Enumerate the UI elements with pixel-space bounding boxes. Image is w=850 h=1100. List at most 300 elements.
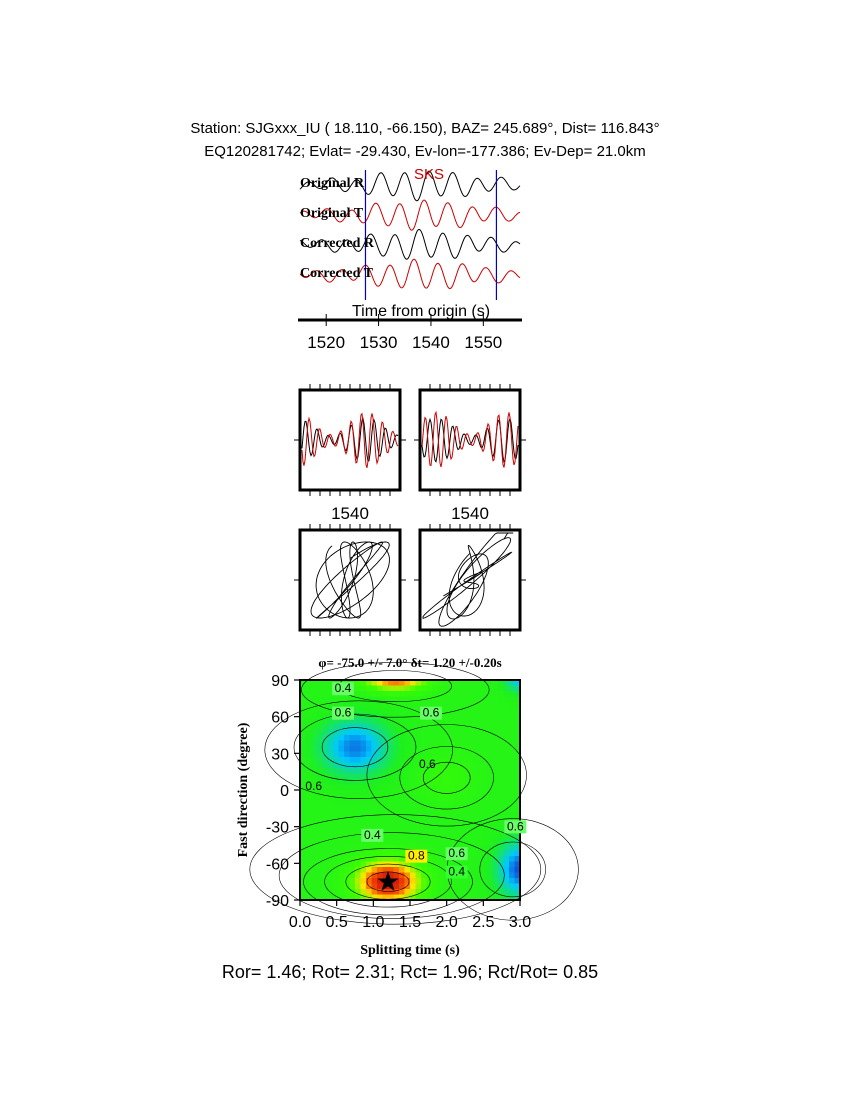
heatmap-cell xyxy=(372,801,378,807)
heatmap-cell xyxy=(443,807,449,813)
heatmap-cell xyxy=(493,796,499,802)
heatmap-cell xyxy=(487,702,493,708)
heatmap-cell xyxy=(322,724,328,730)
heatmap-cell xyxy=(421,735,427,741)
heatmap-cell xyxy=(311,851,317,857)
heatmap-cell xyxy=(311,752,317,758)
heatmap-cell xyxy=(410,779,416,785)
heatmap-cell xyxy=(350,818,356,824)
heatmap-cell xyxy=(443,686,449,692)
heatmap-cell xyxy=(454,801,460,807)
heatmap-cell xyxy=(443,834,449,840)
heatmap-cell xyxy=(476,807,482,813)
heatmap-cell xyxy=(311,834,317,840)
heatmap-cell xyxy=(410,746,416,752)
heatmap-cell xyxy=(509,796,515,802)
heatmap-cell xyxy=(372,735,378,741)
heatmap-cell xyxy=(410,774,416,780)
heatmap-cell xyxy=(504,724,510,730)
heatmap-cell xyxy=(438,774,444,780)
heatmap-cell xyxy=(394,851,400,857)
heatmap-cell xyxy=(399,757,405,763)
heatmap-cell xyxy=(317,796,323,802)
heatmap-cell xyxy=(333,818,339,824)
heatmap-cell xyxy=(416,834,422,840)
heatmap-cell xyxy=(465,735,471,741)
heatmap-cell xyxy=(449,840,455,846)
heatmap-cell xyxy=(377,851,383,857)
heatmap-cell xyxy=(405,785,411,791)
heatmap-cell xyxy=(383,889,389,895)
heatmap-cell xyxy=(405,779,411,785)
heatmap-cell xyxy=(344,829,350,835)
heatmap-cell xyxy=(339,746,345,752)
heatmap-cell xyxy=(487,801,493,807)
heatmap-cell xyxy=(509,752,515,758)
heatmap-cell xyxy=(482,686,488,692)
heatmap-cell xyxy=(465,741,471,747)
heatmap-cell xyxy=(476,741,482,747)
heatmap-cell xyxy=(377,796,383,802)
contour-label: 0.6 xyxy=(418,757,436,771)
heatmap-cell xyxy=(432,829,438,835)
heatmap-cell xyxy=(432,840,438,846)
heatmap-cell xyxy=(328,840,334,846)
heatmap-cell xyxy=(383,763,389,769)
heatmap-cell xyxy=(344,840,350,846)
heatmap-cell xyxy=(317,691,323,697)
heatmap-cell xyxy=(493,862,499,868)
heatmap-cell xyxy=(493,812,499,818)
heatmap-cell xyxy=(339,829,345,835)
heatmap-cell xyxy=(493,807,499,813)
heatmap-cell xyxy=(454,752,460,758)
heatmap-cell xyxy=(410,884,416,890)
heatmap-cell xyxy=(416,730,422,736)
heatmap-cell xyxy=(432,845,438,851)
heatmap-cell xyxy=(432,790,438,796)
heatmap-cell xyxy=(460,878,466,884)
heatmap-cell xyxy=(432,856,438,862)
heatmap-cell xyxy=(471,790,477,796)
heatmap-cell xyxy=(509,873,515,879)
heatmap-cell xyxy=(306,730,312,736)
heatmap-cell xyxy=(399,735,405,741)
heatmap-cell xyxy=(471,878,477,884)
heatmap-cell xyxy=(498,845,504,851)
heatmap-cell xyxy=(504,884,510,890)
heatmap-cell xyxy=(306,851,312,857)
heatmap-cell xyxy=(504,702,510,708)
heatmap-cell xyxy=(427,812,433,818)
heatmap-cell xyxy=(427,735,433,741)
heatmap-cell xyxy=(322,779,328,785)
heatmap-cell xyxy=(322,735,328,741)
heatmap-cell xyxy=(410,840,416,846)
heatmap-cell xyxy=(421,873,427,879)
heatmap-cell xyxy=(421,730,427,736)
heatmap-cell xyxy=(344,746,350,752)
heatmap-cell xyxy=(361,812,367,818)
heatmap-cell xyxy=(350,752,356,758)
heatmap-cell xyxy=(504,752,510,758)
heatmap-cell xyxy=(476,785,482,791)
heatmap-cell xyxy=(372,790,378,796)
heatmap-title: φ= -75.0 +/- 7.0° δt= 1.20 +/-0.20s xyxy=(318,655,502,670)
heatmap-y-tick-label: -60 xyxy=(265,856,289,874)
heatmap-cell xyxy=(421,790,427,796)
heatmap-cell xyxy=(487,713,493,719)
heatmap-cell xyxy=(394,889,400,895)
heatmap-cell xyxy=(498,856,504,862)
heatmap-cell xyxy=(405,768,411,774)
heatmap-cell xyxy=(366,790,372,796)
heatmap-cell xyxy=(454,741,460,747)
heatmap-cell xyxy=(383,719,389,725)
heatmap-cell xyxy=(344,834,350,840)
heatmap-cell xyxy=(476,878,482,884)
heatmap-y-tick-label: 90 xyxy=(271,673,289,690)
heatmap-cell xyxy=(449,763,455,769)
heatmap-cell xyxy=(311,708,317,714)
heatmap-cell xyxy=(460,686,466,692)
heatmap-xlabel: Splitting time (s) xyxy=(360,943,460,958)
heatmap-cell xyxy=(317,697,323,703)
heatmap-cell xyxy=(394,757,400,763)
heatmap-cell xyxy=(372,807,378,813)
grid-search-panel xyxy=(236,655,578,958)
heatmap-cell xyxy=(416,774,422,780)
heatmap-cell xyxy=(355,757,361,763)
heatmap-cell xyxy=(383,724,389,730)
heatmap-cell xyxy=(328,873,334,879)
heatmap-cell xyxy=(377,702,383,708)
heatmap-cell xyxy=(449,697,455,703)
heatmap-cell xyxy=(333,867,339,873)
heatmap-cell xyxy=(443,840,449,846)
heatmap-cell xyxy=(311,691,317,697)
heatmap-cell xyxy=(449,796,455,802)
heatmap-cell xyxy=(476,867,482,873)
heatmap-cell xyxy=(361,807,367,813)
heatmap-cell xyxy=(383,686,389,692)
heatmap-cell xyxy=(383,779,389,785)
heatmap-cell xyxy=(333,697,339,703)
heatmap-cell xyxy=(388,829,394,835)
heatmap-cell xyxy=(311,697,317,703)
heatmap-cell xyxy=(482,862,488,868)
heatmap-cell xyxy=(333,834,339,840)
heatmap-cell xyxy=(399,796,405,802)
heatmap-cell xyxy=(394,730,400,736)
heatmap-cell xyxy=(416,878,422,884)
heatmap-cell xyxy=(482,713,488,719)
heatmap-cell xyxy=(476,829,482,835)
heatmap-cell xyxy=(399,829,405,835)
heatmap-cell xyxy=(311,686,317,692)
heatmap-cell xyxy=(355,801,361,807)
heatmap-cell xyxy=(317,724,323,730)
heatmap-cell xyxy=(355,845,361,851)
heatmap-cell xyxy=(482,878,488,884)
heatmap-cell xyxy=(350,829,356,835)
heatmap-cell xyxy=(394,708,400,714)
heatmap-cell xyxy=(471,763,477,769)
heatmap-cell xyxy=(306,834,312,840)
heatmap-cell xyxy=(504,697,510,703)
heatmap-cell xyxy=(322,873,328,879)
heatmap-cell xyxy=(405,724,411,730)
heatmap-cell xyxy=(311,884,317,890)
heatmap-cell xyxy=(306,713,312,719)
heatmap-cell xyxy=(405,796,411,802)
heatmap-cell xyxy=(322,829,328,835)
heatmap-cell xyxy=(333,812,339,818)
heatmap-cell xyxy=(487,746,493,752)
heatmap-cell xyxy=(471,752,477,758)
contour-label: 0.6 xyxy=(506,819,524,834)
heatmap-cell xyxy=(504,719,510,725)
heatmap-cell xyxy=(504,851,510,857)
heatmap-cell xyxy=(388,889,394,895)
heatmap-cell xyxy=(311,856,317,862)
heatmap-cell xyxy=(460,691,466,697)
heatmap-cell xyxy=(410,691,416,697)
heatmap-cell xyxy=(504,708,510,714)
heatmap-cell xyxy=(487,834,493,840)
heatmap-cell xyxy=(306,812,312,818)
heatmap-cell xyxy=(410,807,416,813)
heatmap-cell xyxy=(372,702,378,708)
heatmap-cell xyxy=(388,851,394,857)
heatmap-cell xyxy=(339,889,345,895)
heatmap-cell xyxy=(509,768,515,774)
heatmap-cell xyxy=(322,768,328,774)
heatmap-cell xyxy=(471,774,477,780)
heatmap-cell xyxy=(438,768,444,774)
heatmap-cell xyxy=(377,768,383,774)
heatmap-cell xyxy=(322,834,328,840)
heatmap-cell xyxy=(366,746,372,752)
heatmap-cell xyxy=(438,752,444,758)
heatmap-cell xyxy=(504,763,510,769)
heatmap-cell xyxy=(372,724,378,730)
heatmap-cell xyxy=(410,878,416,884)
heatmap-cell xyxy=(366,818,372,824)
heatmap-cell xyxy=(311,741,317,747)
heatmap-cell xyxy=(388,713,394,719)
heatmap-cell xyxy=(454,719,460,725)
heatmap-cell xyxy=(344,801,350,807)
heatmap-cell xyxy=(476,884,482,890)
heatmap-cell xyxy=(482,774,488,780)
heatmap-cell xyxy=(454,785,460,791)
heatmap-cell xyxy=(498,741,504,747)
heatmap-cell xyxy=(394,768,400,774)
heatmap-cell xyxy=(377,713,383,719)
heatmap-cell xyxy=(377,807,383,813)
heatmap-cell xyxy=(350,774,356,780)
heatmap-cell xyxy=(449,735,455,741)
heatmap-cell xyxy=(377,867,383,873)
heatmap-cell xyxy=(432,867,438,873)
heatmap-cell xyxy=(383,730,389,736)
heatmap-cell xyxy=(361,757,367,763)
heatmap-cell xyxy=(498,785,504,791)
heatmap-cell xyxy=(493,713,499,719)
heatmap-cell xyxy=(394,763,400,769)
heatmap-cell xyxy=(443,702,449,708)
heatmap-cell xyxy=(449,807,455,813)
heatmap-cell xyxy=(350,785,356,791)
heatmap-cell xyxy=(421,834,427,840)
heatmap-cell xyxy=(350,884,356,890)
heatmap-cell xyxy=(350,746,356,752)
heatmap-x-tick-label: 1.5 xyxy=(398,914,422,931)
heatmap-cell xyxy=(465,884,471,890)
heatmap-cell xyxy=(498,757,504,763)
heatmap-cell xyxy=(438,818,444,824)
heatmap-cell xyxy=(410,702,416,708)
heatmap-cell xyxy=(476,713,482,719)
heatmap-cell xyxy=(509,763,515,769)
heatmap-cell xyxy=(333,889,339,895)
heatmap-cell xyxy=(471,735,477,741)
heatmap-cell xyxy=(311,818,317,824)
heatmap-cell xyxy=(355,768,361,774)
heatmap-cell xyxy=(427,730,433,736)
heatmap-cell xyxy=(471,889,477,895)
heatmap-cell xyxy=(449,752,455,758)
heatmap-cell xyxy=(388,845,394,851)
heatmap-cell xyxy=(372,818,378,824)
heatmap-cell xyxy=(443,719,449,725)
heatmap-cell xyxy=(427,697,433,703)
heatmap-cell xyxy=(339,768,345,774)
heatmap-cell xyxy=(361,878,367,884)
heatmap-cell xyxy=(399,878,405,884)
heatmap-cell xyxy=(509,851,515,857)
heatmap-cell xyxy=(471,768,477,774)
heatmap-cell xyxy=(471,796,477,802)
heatmap-cell xyxy=(487,889,493,895)
time-axis-label: Time from origin (s) xyxy=(352,303,491,320)
heatmap-cell xyxy=(493,878,499,884)
heatmap-cell xyxy=(317,730,323,736)
heatmap-cell xyxy=(317,768,323,774)
heatmap-cell xyxy=(311,801,317,807)
heatmap-cell xyxy=(427,840,433,846)
heatmap-cell xyxy=(487,779,493,785)
heatmap-cell xyxy=(394,829,400,835)
heatmap-cell xyxy=(482,768,488,774)
heatmap-cell xyxy=(460,812,466,818)
heatmap-cell xyxy=(322,801,328,807)
heatmap-cell xyxy=(482,752,488,758)
heatmap-cell xyxy=(432,730,438,736)
heatmap-cell xyxy=(339,812,345,818)
heatmap-cell xyxy=(493,708,499,714)
heatmap-cell xyxy=(471,807,477,813)
heatmap-cell xyxy=(509,702,515,708)
heatmap-cell xyxy=(317,851,323,857)
heatmap-cell xyxy=(344,889,350,895)
heatmap-cell xyxy=(328,785,334,791)
heatmap-cell xyxy=(498,867,504,873)
heatmap-cell xyxy=(476,763,482,769)
heatmap-cell xyxy=(493,741,499,747)
heatmap-cell xyxy=(498,823,504,829)
heatmap-cell xyxy=(471,812,477,818)
heatmap-cell xyxy=(476,851,482,857)
heatmap-cell xyxy=(361,862,367,868)
heatmap-cell xyxy=(509,790,515,796)
contour-label: 0.8 xyxy=(407,848,425,863)
heatmap-cell xyxy=(493,785,499,791)
heatmap-cell xyxy=(399,686,405,692)
heatmap-cell xyxy=(487,785,493,791)
heatmap-cell xyxy=(344,856,350,862)
heatmap-cell xyxy=(509,730,515,736)
heatmap-cell xyxy=(509,807,515,813)
heatmap-cell xyxy=(443,752,449,758)
heatmap-cell xyxy=(344,757,350,763)
heatmap-cell xyxy=(493,697,499,703)
heatmap-cell xyxy=(454,691,460,697)
heatmap-cell xyxy=(471,829,477,835)
heatmap-cell xyxy=(509,785,515,791)
heatmap-cell xyxy=(311,746,317,752)
heatmap-cell xyxy=(460,889,466,895)
heatmap-cell xyxy=(328,790,334,796)
heatmap-cell xyxy=(383,785,389,791)
heatmap-cell xyxy=(377,845,383,851)
heatmap-cell xyxy=(432,878,438,884)
station-header: Station: SJGxxx_IU ( 18.110, -66.150), BAZ= 245.689°, Dist= 116.843° xyxy=(190,120,660,137)
heatmap-cell xyxy=(361,719,367,725)
heatmap-cell xyxy=(509,812,515,818)
heatmap-cell xyxy=(432,834,438,840)
heatmap-cell xyxy=(306,691,312,697)
heatmap-cell xyxy=(471,708,477,714)
heatmap-cell xyxy=(311,867,317,873)
heatmap-cell xyxy=(493,724,499,730)
heatmap-cell xyxy=(432,889,438,895)
heatmap-cell xyxy=(509,741,515,747)
heatmap-cell xyxy=(509,697,515,703)
heatmap-y-tick-label: 60 xyxy=(271,709,289,727)
heatmap-cell xyxy=(460,790,466,796)
heatmap-cell xyxy=(355,829,361,835)
heatmap-cell xyxy=(344,845,350,851)
heatmap-cell xyxy=(471,851,477,857)
heatmap-cell xyxy=(306,873,312,879)
heatmap-cell xyxy=(460,774,466,780)
heatmap-cell xyxy=(355,884,361,890)
heatmap-cell xyxy=(421,812,427,818)
heatmap-cell xyxy=(405,691,411,697)
heatmap-cell xyxy=(476,779,482,785)
heatmap-cell xyxy=(509,746,515,752)
heatmap-cell xyxy=(311,807,317,813)
heatmap-cell xyxy=(438,796,444,802)
heatmap-cell xyxy=(355,823,361,829)
heatmap-cell xyxy=(454,818,460,824)
heatmap-cell xyxy=(476,686,482,692)
heatmap-cell xyxy=(493,746,499,752)
heatmap-x-tick-label: 0.0 xyxy=(288,914,312,931)
heatmap-cell xyxy=(333,746,339,752)
